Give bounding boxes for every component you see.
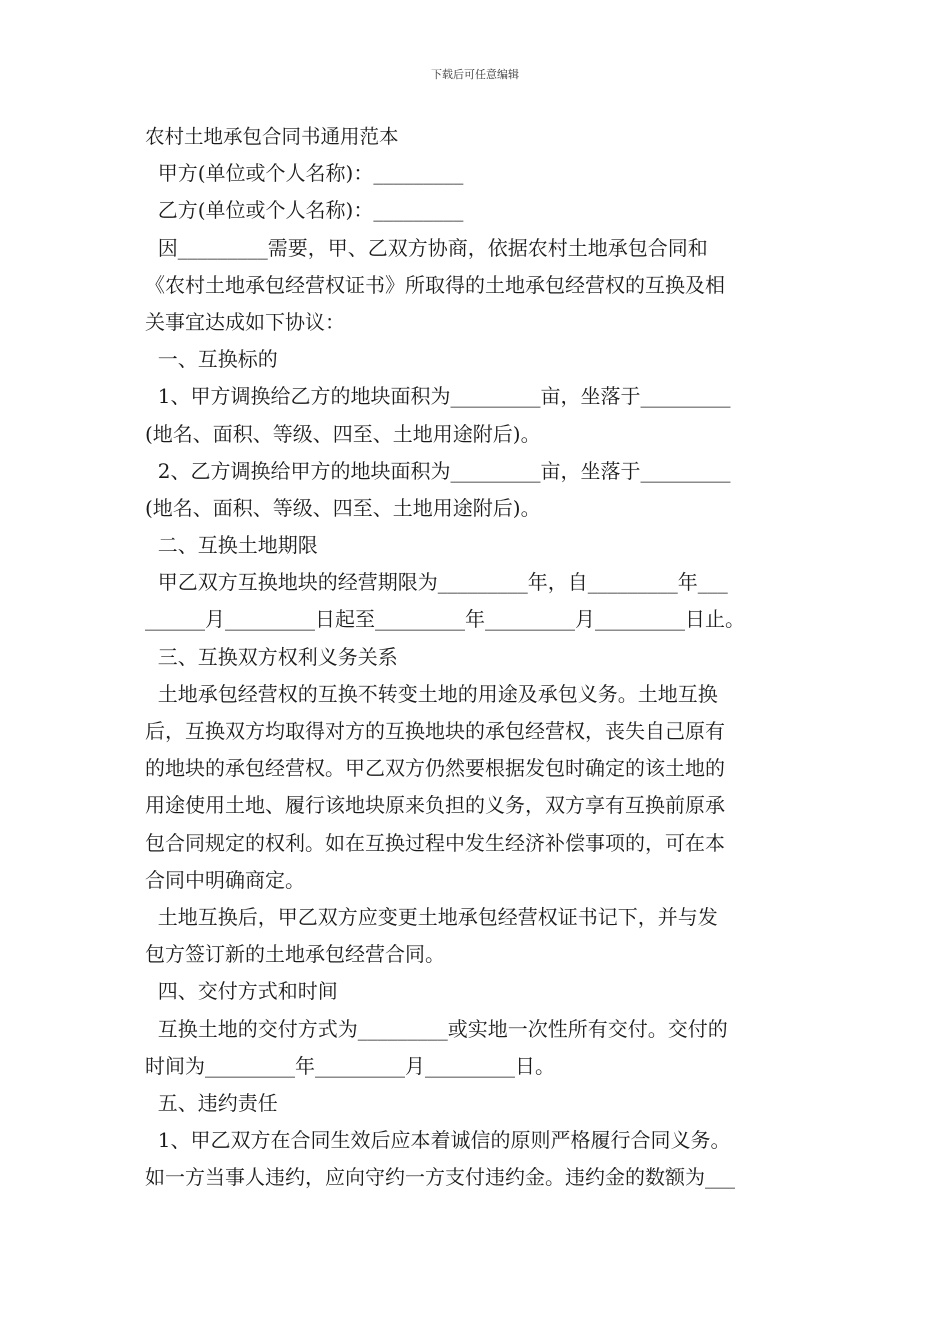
section-heading: 五、违约责任 (145, 1090, 278, 1115)
clause-line: 甲乙双方互换地块的经营期限为_________年，自_________年___ (145, 570, 728, 595)
clause-line: 用途使用土地、履行该地块原来负担的义务，双方享有互换前原承 (145, 793, 725, 818)
section-heading: 三、互换双方权利义务关系 (145, 644, 398, 669)
section-heading: 四、交付方式和时间 (145, 979, 338, 1004)
preamble-line: 关事宜达成如下协议： (145, 309, 345, 334)
clause-line: 1、甲方调换给乙方的地块面积为_________亩，坐落于_________ (145, 384, 731, 409)
clause-line: 互换土地的交付方式为_________或实地一次性所有交付。交付的 (145, 1016, 728, 1041)
clause-line: 合同中明确商定。 (145, 867, 305, 892)
document-title: 农村土地承包合同书通用范本 (145, 125, 399, 148)
header-note: 下载后可任意编辑 (431, 68, 519, 81)
clause-line: 土地承包经营权的互换不转变土地的用途及承包义务。土地互换 (145, 681, 718, 706)
clause-line: 1、甲乙双方在合同生效后应本着诚信的原则严格履行合同义务。 (145, 1128, 731, 1153)
clause-line: 时间为_________年_________月_________日。 (145, 1053, 555, 1078)
preamble-line: 因_________需要，甲、乙双方协商，依据农村土地承包合同和 (145, 235, 708, 260)
party-a-line: 甲方(单位或个人名称)：_________ (145, 161, 464, 186)
party-b-line: 乙方(单位或个人名称)：_________ (145, 198, 464, 223)
clause-line: 土地互换后，甲乙双方应变更土地承包经营权证书记下，并与发 (145, 904, 718, 929)
contract-body (145, 118, 809, 1196)
clause-line: (地名、面积、等级、四至、土地用途附后)。 (145, 421, 541, 446)
clause-line: 包合同规定的权利。如在互换过程中发生经济补偿事项的，可在本 (145, 830, 725, 855)
clause-line: 2、乙方调换给甲方的地块面积为_________亩，坐落于_________ (145, 458, 731, 483)
clause-line: 包方签订新的土地承包经营合同。 (145, 942, 445, 967)
section-heading: 二、互换土地期限 (145, 533, 318, 558)
clause-line: 如一方当事人违约，应向守约一方支付违约金。违约金的数额为___ (145, 1165, 735, 1190)
clause-line: 后，互换双方均取得对方的互换地块的承包经营权，丧失自己原有 (145, 719, 725, 743)
preamble-line: 《农村土地承包经营权证书》所取得的土地承包经营权的互换及相 (145, 272, 725, 297)
clause-line: ______月_________日起至_________年_________月_________日止。 (145, 607, 745, 632)
clause-line: (地名、面积、等级、四至、土地用途附后)。 (145, 495, 541, 520)
section-heading: 一、互换标的 (145, 347, 278, 372)
clause-line: 的地块的承包经营权。甲乙双方仍然要根据发包时确定的该土地的 (145, 756, 725, 781)
